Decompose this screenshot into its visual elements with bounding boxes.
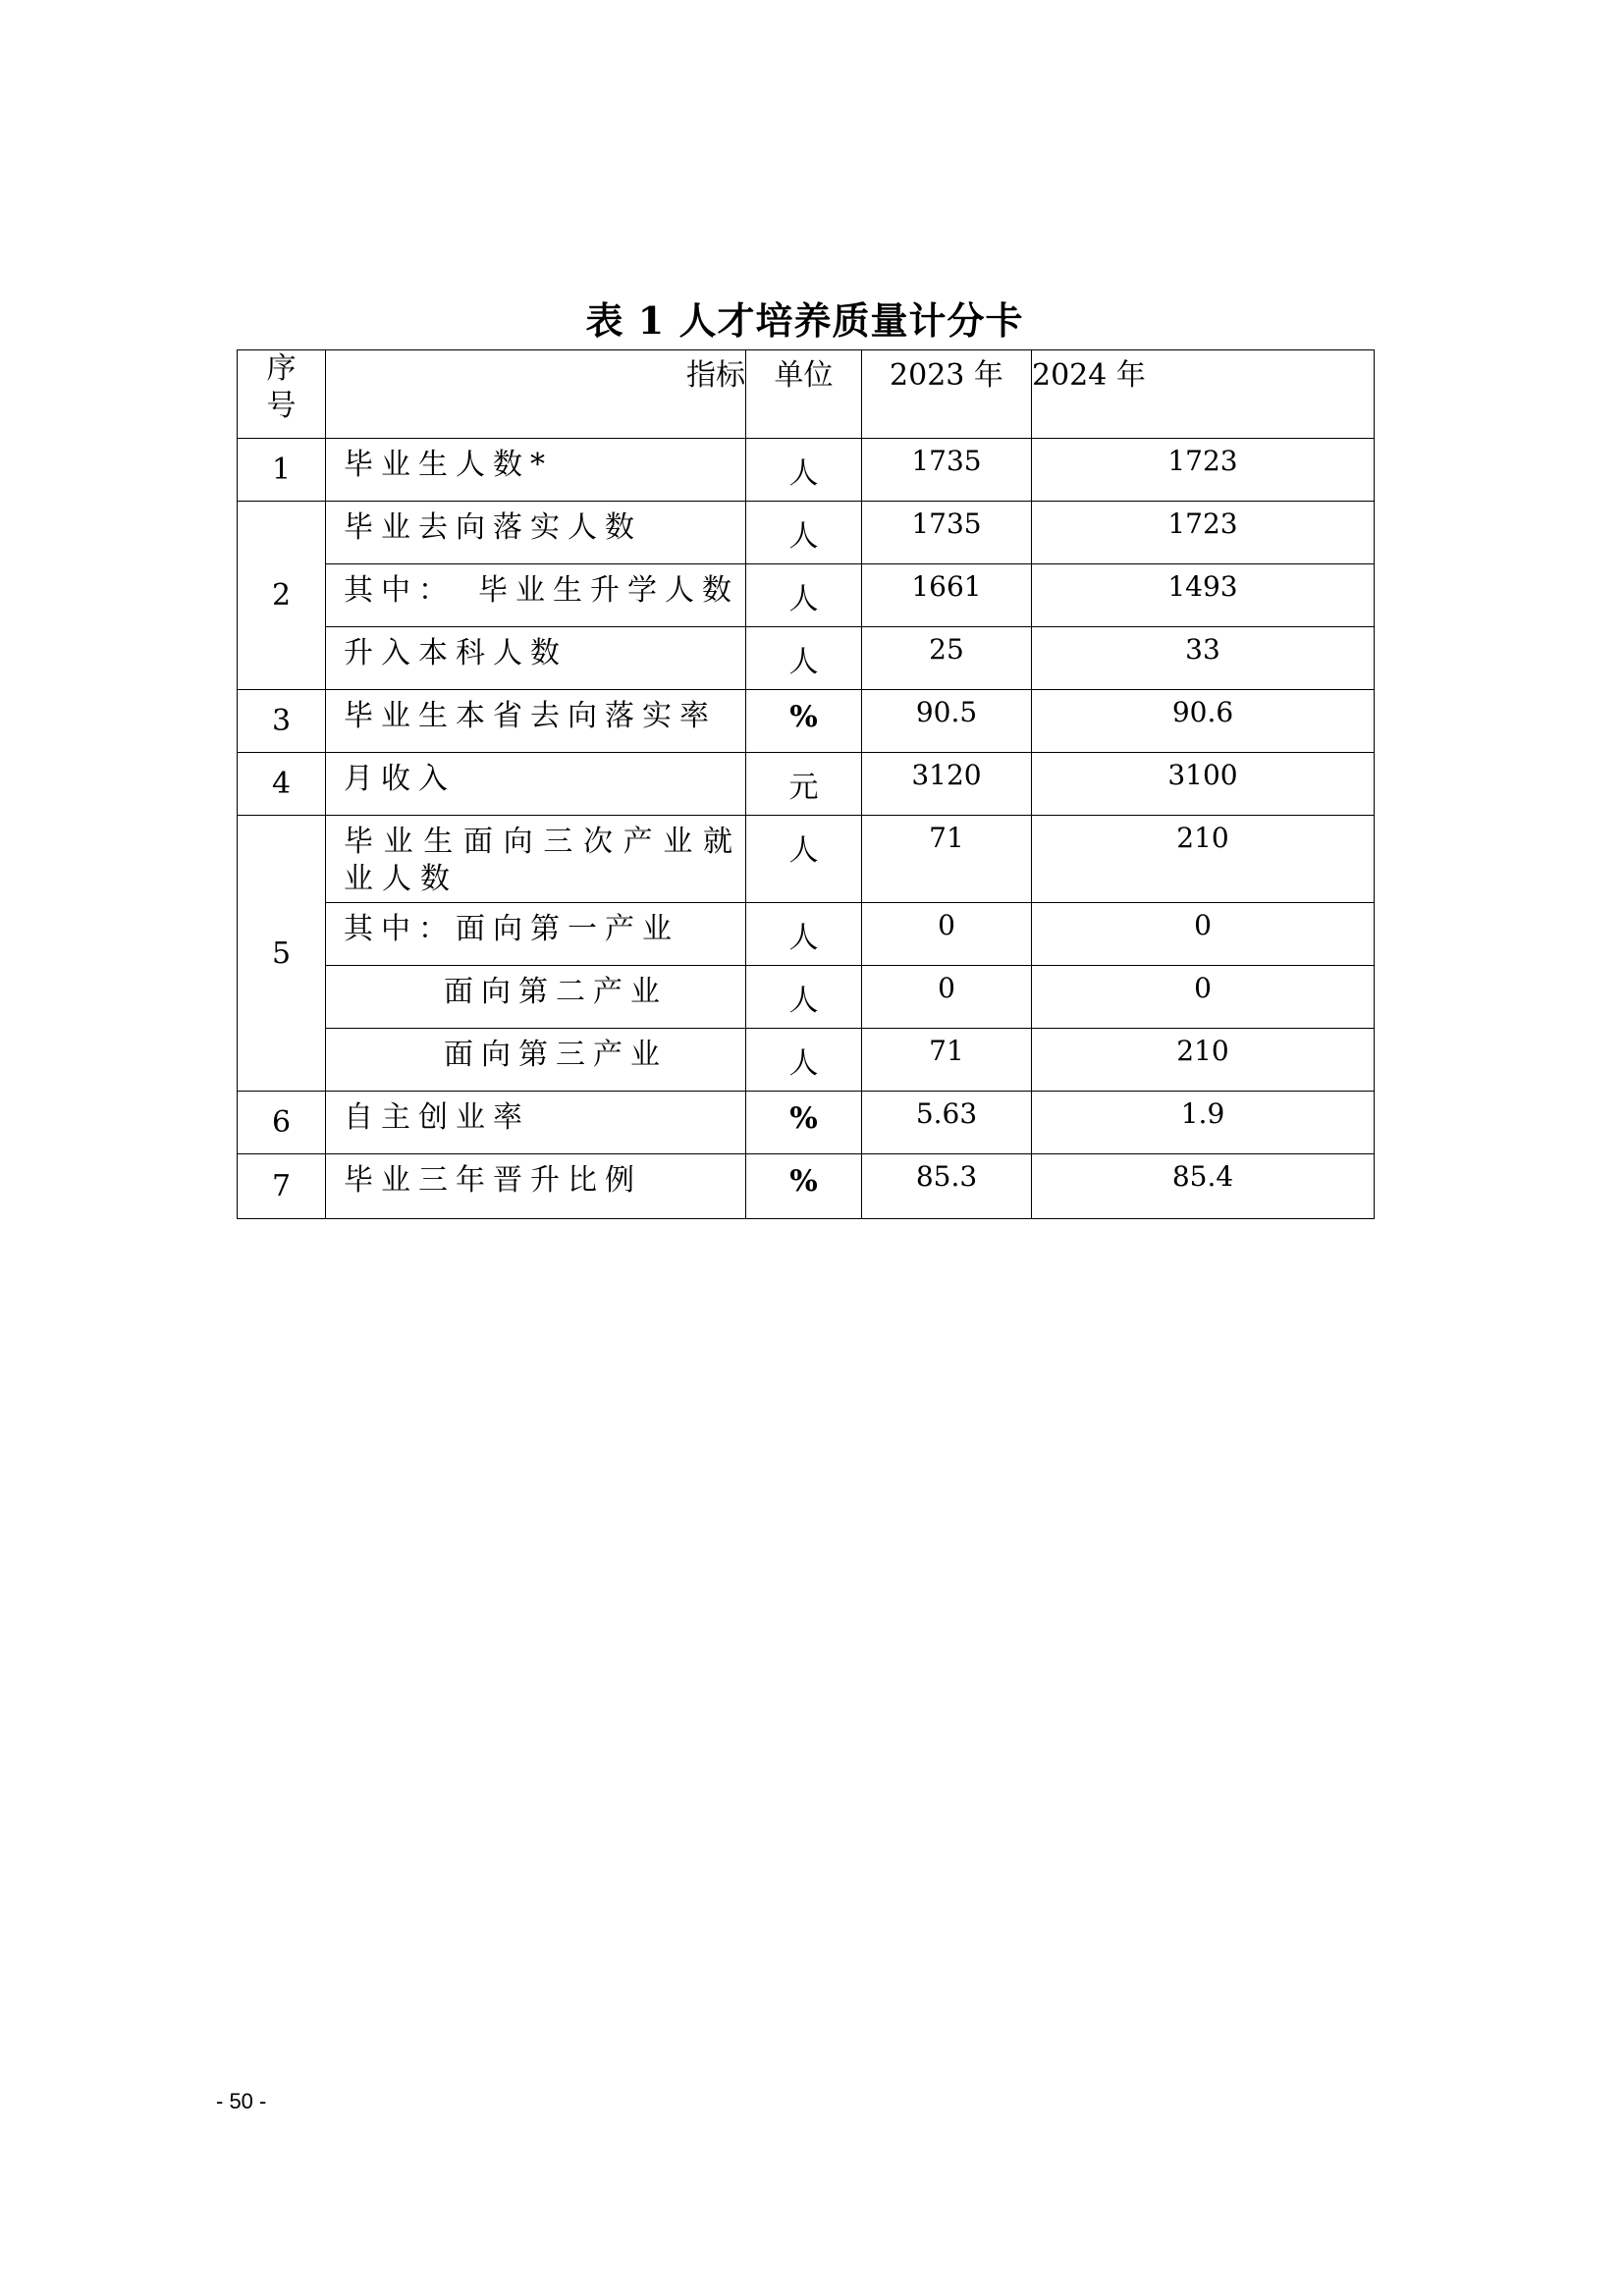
row-value-2024: 0 bbox=[1032, 903, 1375, 966]
row-indicator: 毕业生面向三次产业就业人数 bbox=[326, 816, 746, 903]
row-indicator: 毕业去向落实人数 bbox=[326, 502, 746, 564]
row-indicator: 毕业三年晋升比例 bbox=[326, 1154, 746, 1219]
row-value-2023: 1735 bbox=[862, 439, 1032, 502]
row-indicator: 毕业生本省去向落实率 bbox=[326, 690, 746, 753]
row-value-2023: 71 bbox=[862, 1029, 1032, 1092]
table-row bbox=[238, 627, 1375, 690]
table-row bbox=[238, 439, 1375, 502]
row-value-2024: 85.4 bbox=[1032, 1154, 1375, 1219]
row-unit: % bbox=[746, 1154, 862, 1219]
row-value-2023: 1661 bbox=[862, 564, 1032, 627]
row-value-2023: 71 bbox=[862, 816, 1032, 903]
row-unit: % bbox=[746, 690, 862, 753]
row-value-2024: 1493 bbox=[1032, 564, 1375, 627]
table-row bbox=[238, 690, 1375, 753]
row-value-2023: 1735 bbox=[862, 502, 1032, 564]
table-row bbox=[238, 1092, 1375, 1154]
row-seq: 3 bbox=[238, 690, 326, 753]
row-value-2024: 3100 bbox=[1032, 753, 1375, 816]
row-value-2024: 1.9 bbox=[1032, 1092, 1375, 1154]
row-seq: 1 bbox=[238, 439, 326, 502]
row-unit: 人 bbox=[746, 439, 862, 502]
row-indicator: 面向第二产业 bbox=[326, 966, 746, 1029]
talent-quality-scorecard-table bbox=[237, 349, 1375, 1219]
header-unit: 单位 bbox=[746, 350, 862, 439]
row-value-2023: 0 bbox=[862, 966, 1032, 1029]
table-row bbox=[238, 903, 1375, 966]
row-unit: 人 bbox=[746, 903, 862, 966]
row-indicator: 其中：面向第一产业 bbox=[326, 903, 746, 966]
table-row bbox=[238, 753, 1375, 816]
row-unit: 人 bbox=[746, 1029, 862, 1092]
table-row bbox=[238, 564, 1375, 627]
row-value-2023: 3120 bbox=[862, 753, 1032, 816]
row-unit: 人 bbox=[746, 564, 862, 627]
row-value-2023: 0 bbox=[862, 903, 1032, 966]
table-row bbox=[238, 1154, 1375, 1219]
row-seq: 5 bbox=[238, 816, 326, 1092]
row-indicator: 升入本科人数 bbox=[326, 627, 746, 690]
row-indicator: 其中： 毕业生升学人数 bbox=[326, 564, 746, 627]
row-indicator: 毕业生人数* bbox=[326, 439, 746, 502]
row-unit: 人 bbox=[746, 627, 862, 690]
table-row bbox=[238, 1029, 1375, 1092]
row-seq: 6 bbox=[238, 1092, 326, 1154]
row-indicator: 面向第三产业 bbox=[326, 1029, 746, 1092]
row-value-2023: 90.5 bbox=[862, 690, 1032, 753]
row-value-2024: 210 bbox=[1032, 1029, 1375, 1092]
row-value-2024: 33 bbox=[1032, 627, 1375, 690]
table-row bbox=[238, 816, 1375, 903]
row-unit: % bbox=[746, 1092, 862, 1154]
row-value-2024: 210 bbox=[1032, 816, 1375, 903]
table-row bbox=[238, 966, 1375, 1029]
row-value-2024: 1723 bbox=[1032, 502, 1375, 564]
header-year-2023: 2023 年 bbox=[862, 350, 1032, 439]
row-indicator: 自主创业率 bbox=[326, 1092, 746, 1154]
row-seq: 2 bbox=[238, 502, 326, 690]
row-seq: 4 bbox=[238, 753, 326, 816]
row-value-2023: 5.63 bbox=[862, 1092, 1032, 1154]
row-indicator: 月收入 bbox=[326, 753, 746, 816]
table-row bbox=[238, 502, 1375, 564]
row-seq: 7 bbox=[238, 1154, 326, 1219]
table-title: 表 1 人才培养质量计分卡 bbox=[585, 298, 1024, 343]
row-value-2023: 25 bbox=[862, 627, 1032, 690]
header-seq: 序号 bbox=[238, 350, 326, 439]
table-header-row bbox=[238, 350, 1375, 439]
row-unit: 人 bbox=[746, 502, 862, 564]
row-unit: 元 bbox=[746, 753, 862, 816]
row-value-2023: 85.3 bbox=[862, 1154, 1032, 1219]
page-number: - 50 - bbox=[216, 2089, 267, 2113]
row-value-2024: 90.6 bbox=[1032, 690, 1375, 753]
header-indicator: 指标 bbox=[326, 350, 746, 439]
row-value-2024: 1723 bbox=[1032, 439, 1375, 502]
row-unit: 人 bbox=[746, 966, 862, 1029]
header-year-2024: 2024 年 bbox=[1032, 350, 1375, 439]
row-value-2024: 0 bbox=[1032, 966, 1375, 1029]
row-unit: 人 bbox=[746, 816, 862, 903]
